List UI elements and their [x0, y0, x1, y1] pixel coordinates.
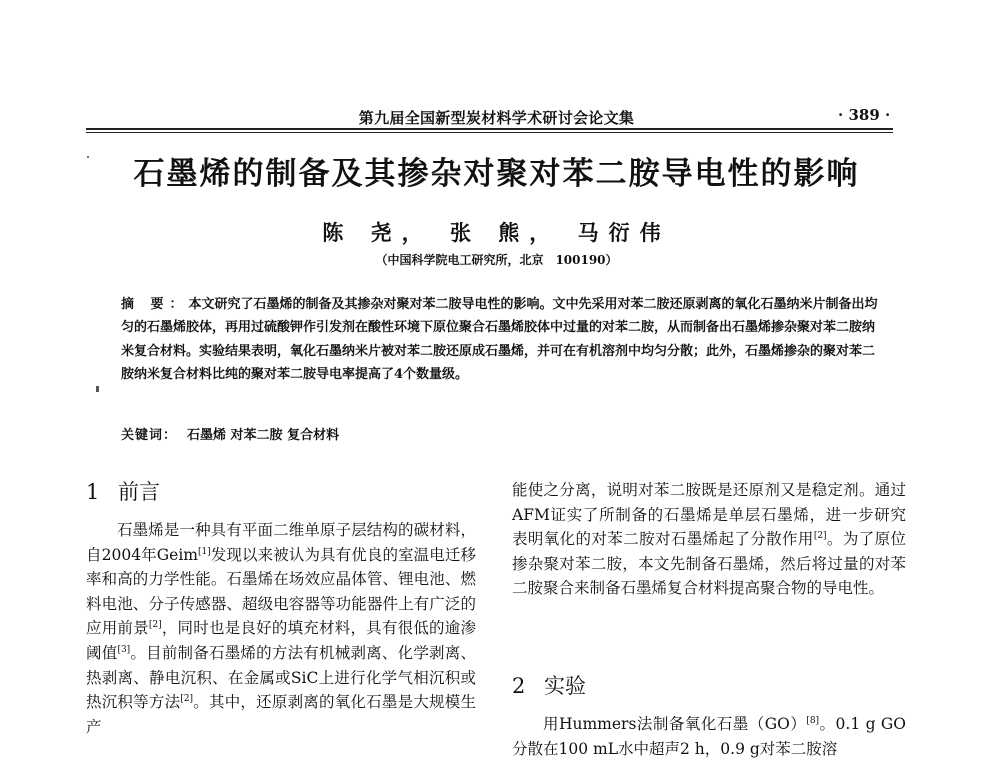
paper-title: 石墨烯的制备及其掺杂对聚对苯二胺导电性的影响 — [133, 156, 860, 192]
section-2-number: 2 — [512, 674, 526, 698]
section-1-paragraph: 石墨烯是一种具有平面二维单原子层结构的碳材料，自2004年Geim[1]发现以来被认为具有优良的室温电迁移率和高的力学性能。石墨烯在场效应晶体管、锂电池、燃料电池、分子传感器、超级电容器等功能器件上有广泛的应用前景[2]，同时也是良好的填充材料，具有很低的逾渗阈值[3]。目前制备石墨烯的方法有机械剥离、化学剥离、热剥离、静电沉积、在金属或SiC上进行化学气相沉积或热沉积等方法[2]。其中，还原剥离的氧化石墨是大规模生产 — [86, 521, 476, 736]
citation-1: [1] — [197, 546, 211, 557]
abstract-text: 本文研究了石墨烯的制备及其掺杂对聚对苯二胺导电性的影响。文中先采用对苯二胺还原剥离的氧化石墨纳米片制备出均匀的石墨烯胶体，再用过硫酸钾作引发剂在酸性环境下原位聚合石墨烯胶体中过量的对苯二胺，从而制备出石墨烯掺杂聚对苯二胺纳米复合材料。实验结果表明，氧化石墨纳米片被对苯二胺还原成石墨烯，并可在有机溶剂中均匀分散；此外，石墨烯掺杂的聚对苯二胺纳米复合材料比纯的聚对苯二胺导电率提高了4个数量级。 — [121, 297, 878, 383]
section-2-heading — [512, 670, 586, 700]
citation-2: [2] — [148, 620, 162, 631]
keywords-text: 石墨烯 对苯二胺 复合材料 — [187, 428, 340, 443]
section-2-title: 实验 — [544, 674, 586, 698]
affiliation: （中国科学院电工研究所，北京 100190） — [375, 253, 618, 267]
keywords — [121, 424, 881, 443]
author-list: 陈 尧， 张 熊， 马衍伟 — [322, 220, 671, 245]
citation-5: [2] — [813, 531, 827, 542]
section-1-title: 前言 — [118, 480, 160, 504]
section-1-number: 1 — [86, 480, 100, 504]
header-rule-thick — [86, 128, 893, 130]
citation-3: [3] — [117, 644, 131, 655]
running-header-title: 第九届全国新型炭材料学术研讨会论文集 — [358, 109, 635, 127]
scan-mark — [96, 386, 99, 392]
citation-6: [8] — [806, 715, 820, 726]
section-2-paragraph: 用Hummers法制备氧化石墨（GO）[8]。0.1 g GO分散在100 mL水中超声2 h，0.9 g对苯二胺溶 — [512, 715, 907, 758]
right-column-paragraph: 能使之分离，说明对苯二胺既是还原剂又是稳定剂。通过AFM证实了所制备的石墨烯是单层石墨烯，进一步研究表明氧化的对苯二胺对石墨烯起了分散作用[2]。为了原位掺杂聚对苯二胺，本文先制备石墨烯，然后将过量的对苯二胺聚合来制备石墨烯复合材料提高聚合物的导电性。 — [512, 481, 906, 598]
section-1-heading — [86, 476, 160, 506]
citation-4: [2] — [180, 694, 194, 704]
abstract-label: 摘 要： — [121, 297, 189, 312]
header-rule-thin — [86, 132, 893, 133]
page-number: · 389 · — [838, 106, 891, 124]
keywords-label: 关键词： — [121, 428, 178, 443]
abstract — [121, 293, 881, 387]
